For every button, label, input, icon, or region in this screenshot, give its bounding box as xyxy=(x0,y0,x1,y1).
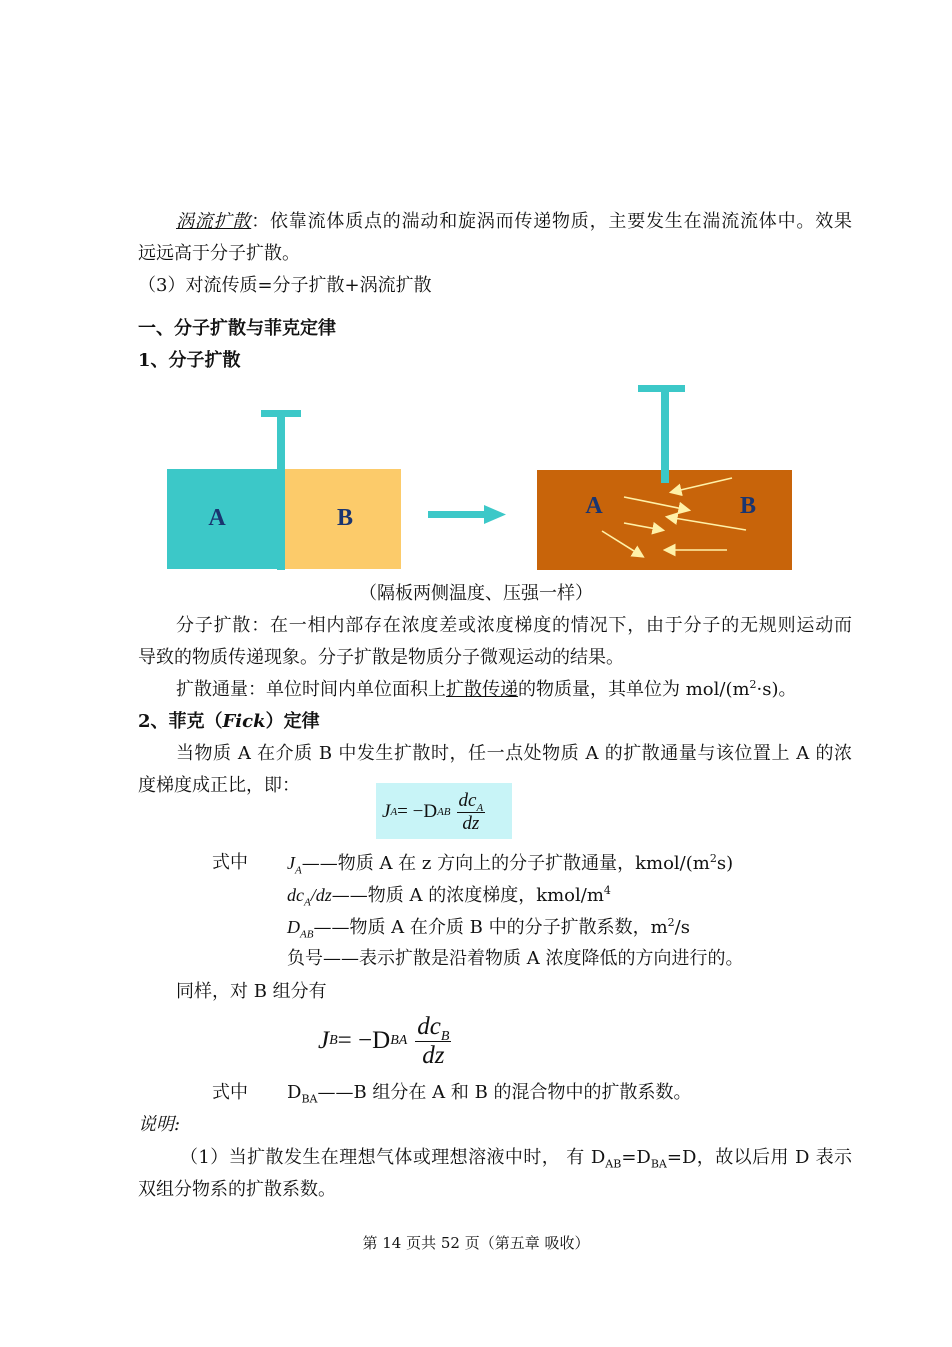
note1-line1: （1）当扩散发生在理想气体或理想溶液中时， 有 $D_{AB}=D_{BA}=D$，故以后用 D 表示 xyxy=(180,1147,853,1171)
eddy-diffusion-line2: 远远高于分子扩散。 xyxy=(138,243,300,264)
fick-line1: 当物质 A 在介质 B 中发生扩散时，任一点处物质 A 的扩散通量与该位置上 A 的浓 xyxy=(176,743,852,764)
label-a-left: A xyxy=(208,505,226,531)
flux-underlined: 扩散传递 xyxy=(446,679,518,700)
page-footer: 第 14 页共 52 页（第五章 吸收） xyxy=(362,1234,590,1252)
eddy-text1: ：依靠流体质点的湍动和旋涡而传递物质，主要发生在湍流流体中。效果 xyxy=(251,211,852,232)
shizhong-2: 式中 xyxy=(212,1082,248,1103)
heading-2: 2、菲克（Fick）定律 xyxy=(138,711,320,732)
label-b-right: B xyxy=(739,493,757,519)
heading-1: 一、分子扩散与菲克定律 xyxy=(138,318,336,339)
def-dab: $D_{AB}——$物质 A 在介质 B 中的分子扩散系数，$m^2/s$ xyxy=(287,916,690,941)
heading-1-1: 1、分子扩散 xyxy=(138,350,241,371)
mol-diffusion-line1: 分子扩散：在一相内部存在浓度差或浓度梯度的情况下，由于分子的无规则运动而 xyxy=(176,615,852,636)
note-label: 说明: xyxy=(138,1114,181,1135)
mol-diffusion-line2: 导致的物质传递现象。分子扩散是物质分子微观运动的结果。 xyxy=(138,647,624,668)
partition-handle xyxy=(261,410,301,417)
note1-line2: 双组分物系的扩散系数。 xyxy=(138,1179,336,1200)
eddy-term: 涡流扩散 xyxy=(176,211,252,232)
raised-handle xyxy=(638,385,685,392)
def-ja: $J_A——$物质 A 在 z 方向上的分子扩散通量，kmol/$(m^2s)$ xyxy=(287,852,734,877)
raised-rod xyxy=(661,388,669,483)
def-negative-sign: 负号——表示扩散是沿着物质 A 浓度降低的方向进行的。 xyxy=(287,948,744,969)
partition-rod xyxy=(277,412,285,570)
label-b-left: B xyxy=(336,505,354,531)
shizhong-1: 式中 xyxy=(212,852,248,873)
flux-definition: 扩散通量：单位时间内单位面积上扩散传递的物质量，其单位为 mol/$(m^2\cdot s)$。 xyxy=(176,678,797,700)
same-for-b: 同样，对 B 组分有 xyxy=(176,981,327,1002)
formula-ja: J A = −D AB $\frac{dc_A}{dz}$ xyxy=(382,789,484,834)
item-3: （3）对流传质=分子扩散+涡流扩散 xyxy=(138,275,432,296)
label-a-right: A xyxy=(585,493,603,519)
transition-arrow-icon xyxy=(428,505,506,524)
figure-caption: （隔板两侧温度、压强一样） xyxy=(359,583,593,604)
def-dba: $D_{BA}——B$ 组分在 A 和 B 的混合物中的扩散系数。 xyxy=(287,1082,692,1106)
diffusion-figure xyxy=(0,0,952,600)
fick-line2: 度梯度成正比，即： xyxy=(138,775,300,796)
def-dca-dz: $dc_A/dz——$物质 A 的浓度梯度，kmol/$m^4$ xyxy=(287,884,611,909)
formula-jb: J B = −D BA $\frac{dc_B}{dz}$ xyxy=(318,1012,450,1069)
mixed-container xyxy=(537,470,792,570)
